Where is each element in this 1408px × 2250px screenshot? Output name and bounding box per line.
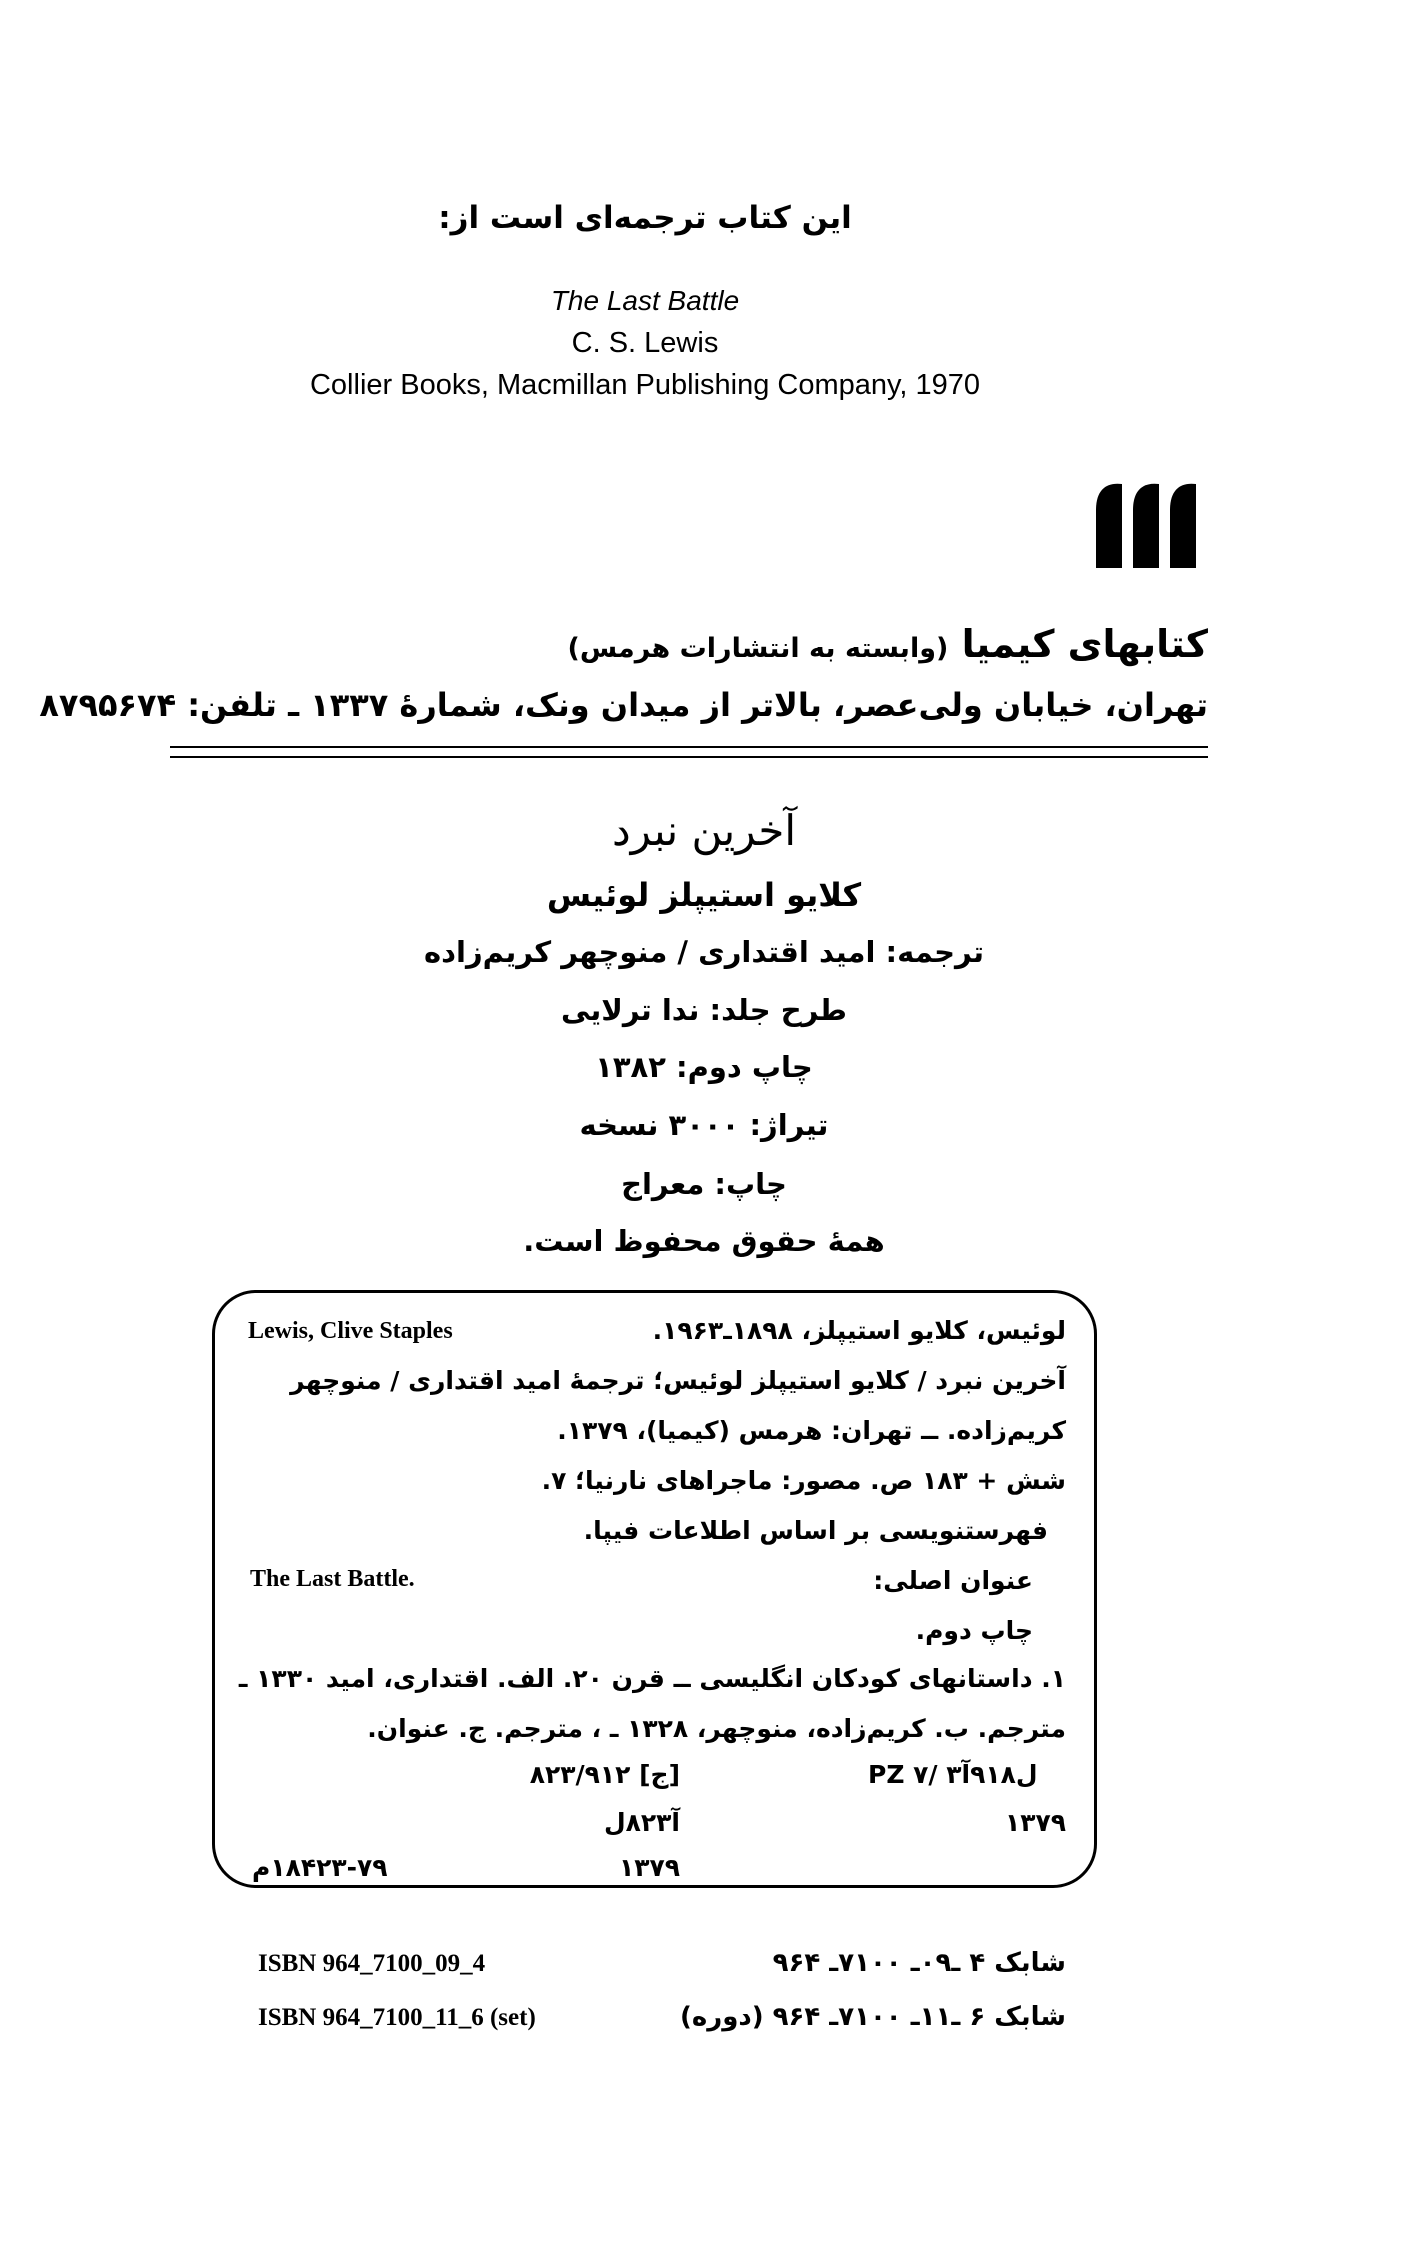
printer-info: چاپ: معراج xyxy=(621,1167,787,1201)
divider-top xyxy=(170,746,1208,748)
catalog-edition-note: چاپ دوم. xyxy=(915,1616,1033,1645)
catalog-imprint-line: کریم‌زاده. ــ تهران: هرمس (کیمیا)، ۱۳۷۹. xyxy=(557,1416,1066,1445)
catalog-author-latin: Lewis, Clive Staples xyxy=(248,1318,453,1344)
divider-bottom xyxy=(170,756,1208,758)
catalog-original-title-label: عنوان اصلی: xyxy=(873,1566,1033,1595)
publisher-address: تهران، خیابان ولی‌عصر، بالاتر از میدان ونک، شمارهٔ ۱۳۳۷ ـ تلفن: ۸۷۹۵۶۷۴ xyxy=(39,686,1208,724)
original-author: C. S. Lewis xyxy=(571,327,719,359)
catalog-added-entries-line: مترجم. ب. کریم‌زاده، منوچهر، ۱۳۲۸ ـ ، مترجم. ج. عنوان. xyxy=(367,1714,1066,1743)
catalog-author-persian: لوئیس، کلایو استیپلز، ۱۸۹۸ـ۱۹۶۳. xyxy=(652,1316,1066,1345)
catalog-original-title-latin: The Last Battle. xyxy=(250,1566,415,1592)
catalog-physical-line: شش + ۱۸۳ ص. مصور: ماجراهای نارنیا؛ ۷. xyxy=(541,1466,1066,1495)
original-publisher: Collier Books, Macmillan Publishing Company, 1970 xyxy=(309,369,980,401)
translation-source-heading: این کتاب ترجمه‌ای است از: xyxy=(438,200,852,236)
catalog-cip-note: فهرستنویسی بر اساس اطلاعات فیپا. xyxy=(583,1516,1048,1545)
catalog-lc-class: PZ ۷/ ل۹۱۸آ۳ xyxy=(868,1760,1038,1789)
publisher-logo-icon xyxy=(1092,478,1204,570)
catalog-dewey-cutter: آ۸۲۳ل xyxy=(603,1808,680,1837)
publisher-name-line xyxy=(568,622,1208,666)
catalog-dewey-number: [ج] ۸۲۳/۹۱۲ xyxy=(529,1760,680,1789)
cover-design-credit: طرح جلد: ندا ترلایی xyxy=(561,993,847,1027)
catalog-title-line: آخرین نبرد / کلایو استیپلز لوئیس؛ ترجمهٔ امید اقتداری / منوچهر xyxy=(290,1366,1066,1395)
publisher-name: کتابهای کیمیا xyxy=(961,622,1208,666)
catalog-subject-line: ۱. داستانهای کودکان انگلیسی ــ قرن ۲۰. الف. اقتداری، امید ۱۳۳۰ ـ xyxy=(238,1664,1066,1693)
catalog-dewey-year: ۱۳۷۹ xyxy=(618,1853,680,1882)
edition-info: چاپ دوم: ۱۳۸۲ xyxy=(595,1050,813,1084)
print-run-info: تیراژ: ۳۰۰۰ نسخه xyxy=(579,1108,829,1142)
isbn-set: ISBN 964_7100_11_6 (set) xyxy=(258,2004,536,2031)
book-title: آخرین نبرد xyxy=(611,806,797,855)
catalog-national-number: ۱۸۴۲۳-۷۹م xyxy=(252,1853,388,1882)
translator-credit: ترجمه: امید اقتداری / منوچهر کریم‌زاده xyxy=(424,935,984,969)
original-title: The Last Battle xyxy=(550,285,740,316)
rights-notice: همهٔ حقوق محفوظ است. xyxy=(523,1224,885,1258)
isbn-single: ISBN 964_7100_09_4 xyxy=(258,1950,486,1977)
shabak-set: شابک ۶ ـ۱۱ـ ۷۱۰۰ـ ۹۶۴ (دوره) xyxy=(680,2002,1066,2032)
book-author: کلایو استیپلز لوئیس xyxy=(546,876,862,914)
catalog-lc-year: ۱۳۷۹ xyxy=(1004,1808,1066,1837)
shabak-single: شابک ۴ ـ۰۹ـ ۷۱۰۰ـ ۹۶۴ xyxy=(772,1948,1066,1978)
publisher-affiliation: (وابسته به انتشارات هرمس) xyxy=(567,633,949,664)
